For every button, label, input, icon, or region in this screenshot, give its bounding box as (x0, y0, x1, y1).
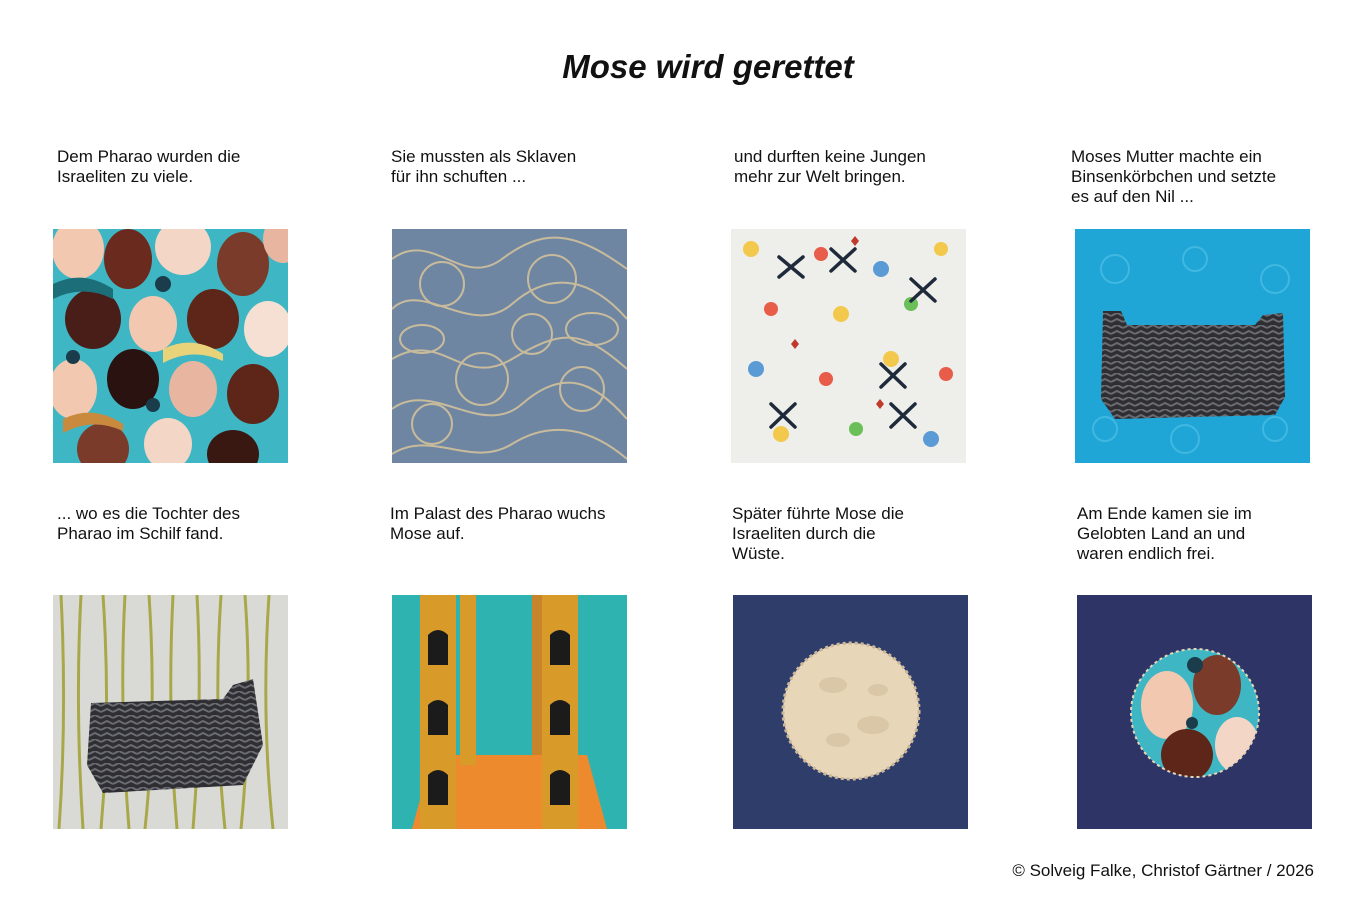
rope-swirl-fabric-image (392, 229, 627, 463)
page-title: Mose wird gerettet (562, 48, 854, 85)
panel-6-caption: Im Palast des Pharao wuchs Mose auf. (390, 504, 606, 543)
desert-circle-fabric-image (733, 595, 968, 829)
panel-3-caption: und durften keine Jungen mehr zur Welt bringen. (734, 147, 926, 186)
crossed-out-children-fabric-image (731, 229, 966, 463)
panel-1-caption: Dem Pharao wurden die Israeliten zu viele. (57, 147, 241, 186)
panel-5-caption: ... wo es die Tochter des Pharao im Schilf fand. (57, 504, 241, 543)
panel-8-caption: Am Ende kamen sie im Gelobten Land an und waren endlich frei. (1077, 504, 1252, 563)
crowd-fabric-image (53, 229, 288, 463)
promised-land-circle-fabric-image (1077, 595, 1312, 829)
panel-2-caption: Sie mussten als Sklaven für ihn schuften ... (391, 147, 577, 186)
palace-columns-fabric-image (392, 595, 627, 829)
basket-on-water-fabric-image (1075, 229, 1310, 463)
basket-in-reeds-fabric-image (53, 595, 288, 829)
copyright-notice: © Solveig Falke, Christof Gärtner / 2026 (1012, 861, 1314, 880)
panel-7-caption: Später führte Mose die Israeliten durch die Wüste. (732, 504, 904, 563)
panel-4-caption: Moses Mutter machte ein Binsenkörbchen und setzte es auf den Nil ... (1071, 147, 1277, 206)
